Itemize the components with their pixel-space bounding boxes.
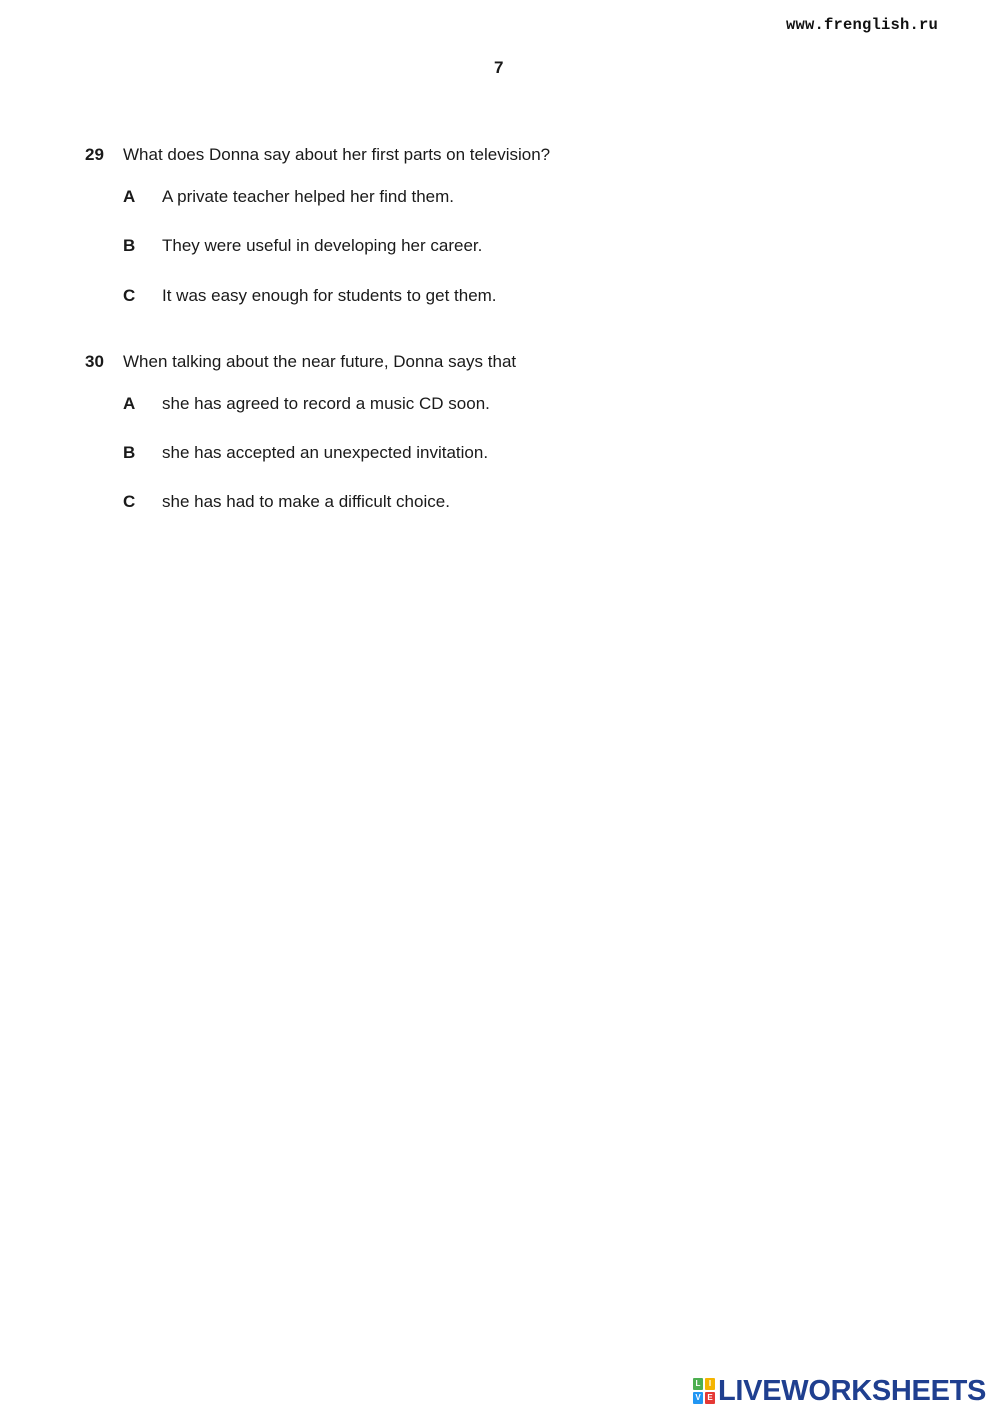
option-letter: C <box>123 286 136 305</box>
option-a[interactable] <box>85 394 885 418</box>
question-text: When talking about the near future, Donna says that <box>123 352 517 371</box>
question-number: 29 <box>85 145 104 164</box>
logo-text: LIVEWORKSHEETS <box>718 1374 987 1407</box>
logo-mark-letter: V <box>693 1392 703 1404</box>
option-letter: B <box>123 443 136 462</box>
option-a[interactable] <box>85 187 885 211</box>
question-stem <box>85 352 885 376</box>
page-number: 7 <box>494 58 504 77</box>
option-text: It was easy enough for students to get them. <box>162 286 497 305</box>
liveworksheets-logo-icon <box>693 1378 715 1404</box>
option-text: she has agreed to record a music CD soon. <box>162 394 490 413</box>
liveworksheets-logo <box>693 1374 986 1408</box>
option-letter: C <box>123 492 136 511</box>
question-30 <box>85 352 885 516</box>
option-letter: A <box>123 187 136 206</box>
logo-mark-letter: L <box>693 1378 703 1390</box>
question-stem <box>85 145 885 169</box>
logo-mark-letter: I <box>705 1378 715 1390</box>
logo-mark-letter: E <box>705 1392 715 1404</box>
option-text: she has had to make a difficult choice. <box>162 492 450 511</box>
option-text: They were useful in developing her career. <box>162 236 483 255</box>
question-number: 30 <box>85 352 104 371</box>
option-letter: A <box>123 394 136 413</box>
option-text: A private teacher helped her find them. <box>162 187 455 206</box>
url-watermark: www.frenglish.ru <box>786 16 939 34</box>
option-text: she has accepted an unexpected invitation. <box>162 443 489 462</box>
option-b[interactable] <box>85 236 885 260</box>
option-c[interactable] <box>85 492 885 516</box>
option-c[interactable] <box>85 286 885 310</box>
option-b[interactable] <box>85 443 885 467</box>
question-29 <box>85 145 885 310</box>
question-text: What does Donna say about her first parts on television? <box>123 145 551 164</box>
option-letter: B <box>123 236 136 255</box>
